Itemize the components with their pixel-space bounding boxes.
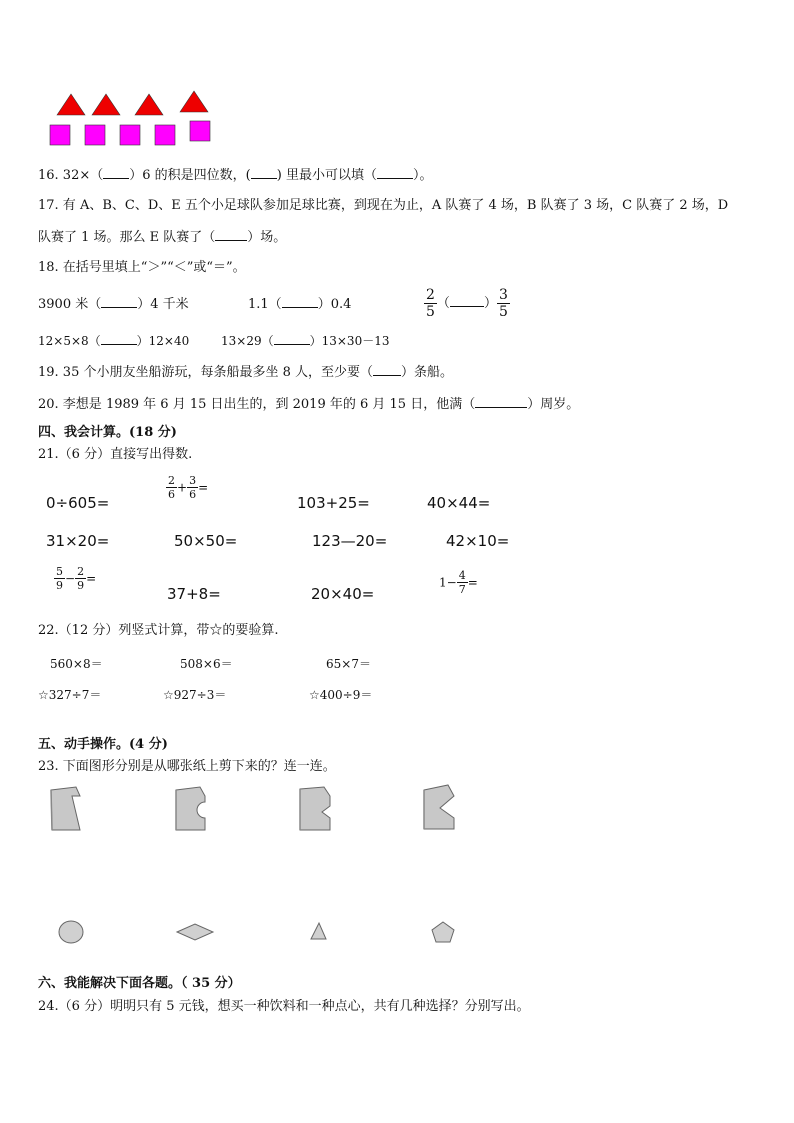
magenta-square	[120, 125, 140, 145]
calc-item: 31×20=	[46, 532, 110, 550]
rhombus-shape[interactable]	[175, 922, 215, 942]
answer-blank[interactable]	[101, 332, 137, 345]
answer-blank[interactable]	[274, 332, 310, 345]
cut-paper-figure-4	[420, 784, 460, 832]
calc-item: 40×44=	[427, 494, 491, 512]
calc-item: ☆927÷3＝	[163, 688, 227, 702]
triangle-shape[interactable]	[308, 920, 330, 942]
question-24: 24.（6 分）明明只有 5 元钱，想买一种饮料和一种点心，共有几种选择？分别写出。	[38, 999, 530, 1014]
question-17-line-2: 队赛了 1 场。那么 E 队赛了（ ）场。	[38, 230, 287, 245]
red-triangle	[57, 94, 85, 115]
calc-item: 560×8＝	[50, 657, 103, 671]
calc-item: 65×7＝	[326, 657, 371, 671]
answer-blank[interactable]	[101, 295, 137, 308]
calc-item: 20×40=	[311, 585, 375, 603]
calc-item-fraction: 1− $\frac{4}{7}$ =	[439, 569, 478, 596]
calc-item: 123—20=	[312, 532, 388, 550]
answer-blank[interactable]	[377, 166, 413, 179]
calc-item: 37+8=	[167, 585, 221, 603]
answer-blank[interactable]	[282, 295, 318, 308]
answer-blank[interactable]	[251, 166, 277, 179]
triangles-squares-figure	[40, 88, 230, 150]
section-6-title: 六、我能解决下面各题。（ 35 分）	[38, 976, 241, 991]
compare-item: 3900 米（ ）4 千米	[38, 297, 189, 312]
question-22: 22.（12 分）列竖式计算，带☆的要验算.	[38, 623, 279, 638]
fraction: $\frac{2}{5}$	[426, 287, 435, 320]
magenta-square	[190, 121, 210, 141]
magenta-square	[85, 125, 105, 145]
magenta-square	[155, 125, 175, 145]
calc-item-fraction: $\frac{5}{9}$ − $\frac{2}{9}$ =	[56, 565, 97, 592]
question-17-line-1: 17. 有 A、B、C、D、E 五个小足球队参加足球比赛，到现在为止，A 队赛了 4 场，B 队赛了 3 场，C 队赛了 2 场，D	[38, 198, 729, 213]
question-19: 19. 35 个小朋友坐船游玩，每条船最多坐 8 人，至少要（ ）条船。	[38, 365, 454, 380]
question-18: 18. 在括号里填上“＞”“＜”或“＝”。	[38, 260, 246, 275]
section-5-title: 五、动手操作。(4 分)	[38, 737, 168, 752]
compare-item-fractions: $\frac{2}{5}$ （ ） $\frac{3}{5}$	[426, 287, 508, 320]
question-16: 16. 32×（ ）6 的积是四位数，( ) 里最小可以填（ ）。	[38, 168, 433, 183]
circle-shape[interactable]	[56, 918, 86, 946]
answer-blank[interactable]	[103, 166, 129, 179]
cut-paper-figure-2	[172, 786, 212, 834]
red-triangle	[135, 94, 163, 115]
fraction: $\frac{3}{5}$	[498, 287, 508, 320]
pentagon-shape[interactable]	[429, 919, 457, 945]
compare-item: 13×29（ ）13×30－13	[221, 334, 390, 348]
calc-item: 50×50=	[174, 532, 238, 550]
question-20: 20. 李想是 1989 年 6 月 15 日出生的，到 2019 年的 6 月 15 日，他满（ ）周岁。	[38, 397, 580, 412]
answer-blank[interactable]	[373, 363, 401, 376]
question-23: 23. 下面图形分别是从哪张纸上剪下来的？连一连。	[38, 759, 336, 774]
cut-paper-figure-1	[46, 786, 86, 834]
answer-blank[interactable]	[475, 395, 527, 408]
cut-paper-figure-3	[296, 786, 336, 834]
calc-item-fraction: $\frac{2}{6}$ + $\frac{3}{6}$ =	[168, 474, 209, 501]
red-triangle	[180, 91, 208, 112]
calc-item: 42×10=	[446, 532, 510, 550]
calc-item: ☆400÷9＝	[309, 688, 373, 702]
red-triangle	[92, 94, 120, 115]
calc-item: ☆327÷7＝	[38, 688, 102, 702]
calc-item: 103+25=	[297, 494, 370, 512]
answer-blank[interactable]	[215, 228, 247, 241]
question-21: 21.（6 分）直接写出得数.	[38, 447, 193, 462]
magenta-square	[50, 125, 70, 145]
compare-item: 1.1（ ）0.4	[248, 297, 352, 312]
calc-item: 0÷605=	[46, 494, 110, 512]
compare-item: 12×5×8（ ）12×40	[38, 334, 190, 348]
answer-blank[interactable]	[450, 294, 484, 307]
section-4-title: 四、我会计算。(18 分)	[38, 425, 177, 440]
calc-item: 508×6＝	[180, 657, 233, 671]
